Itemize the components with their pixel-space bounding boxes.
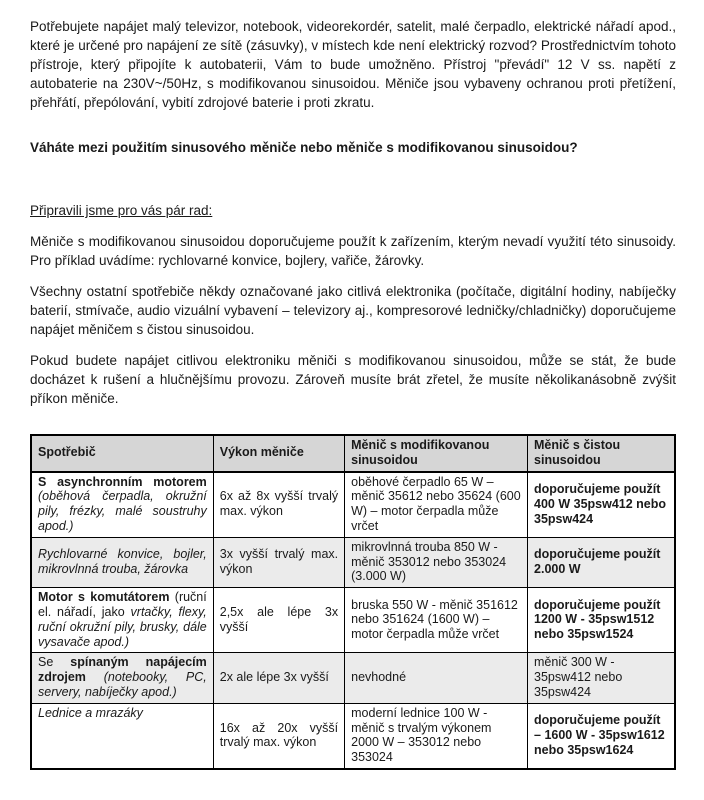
table-row xyxy=(31,588,675,653)
inverter-power-cell: 2,5x ale lépe 3x vyšší xyxy=(213,588,344,653)
appliance-examples: vrtačky, flexy, ruční okružní pily, brusky, dále vysavače apod.) xyxy=(38,604,207,649)
appliance-note: (ruční el. nářadí, jako xyxy=(38,590,207,619)
question-heading: Váháte mezi použitím sinusového měniče nebo měniče s modifikovanou sinusoidou? xyxy=(30,140,578,155)
appliance-cell xyxy=(31,703,213,769)
pure-sine-cell: doporučujeme použít 2.000 W xyxy=(528,537,675,587)
appliance-cell xyxy=(31,588,213,653)
table-header-row xyxy=(31,435,675,472)
modified-sine-cell: mikrovlnná trouba 850 W - měnič 353012 nebo 353024 (3.000 W) xyxy=(345,537,528,587)
appliance-prefix: Se xyxy=(38,655,54,670)
table-row xyxy=(31,703,675,769)
appliance-cell xyxy=(31,653,213,703)
appliance-examples: Rychlovarné konvice, bojler, mikrovlnná trouba, žárovka xyxy=(38,547,207,576)
header-inverter-power: Výkon měniče xyxy=(213,435,344,472)
modified-sine-cell: bruska 550 W - měnič 351612 nebo 351624 (1600 W) – motor čerpadla může vrčet xyxy=(345,588,528,653)
appliance-examples: (oběhová čerpadla, okružní pily, frézky, malé soustruhy apod.) xyxy=(38,489,207,533)
modified-sine-cell: nevhodné xyxy=(345,653,528,703)
header-appliance: Spotřebič xyxy=(31,435,213,472)
appliance-examples: Lednice a mrazáky xyxy=(38,705,143,720)
pure-sine-cell: měnič 300 W - 35psw412 nebo 35psw424 xyxy=(528,653,675,703)
inverter-comparison-table xyxy=(30,434,676,770)
inverter-power-cell: 2x ale lépe 3x vyšší xyxy=(213,653,344,703)
modified-sine-paragraph: Měniče s modifikovanou sinusoidou doporučujeme použít k zařízením, kterým nevadí využití této sinusoidy. Pro příklad uvádíme: rychlovarné konvice, bojlery, vařiče, žárovky. xyxy=(30,234,676,268)
table-row xyxy=(31,537,675,587)
pure-sine-paragraph: Všechny ostatní spotřebiče někdy označované jako citlivá elektronika (počítače, digitální hodiny, nabíječky baterií, stmívače, audio vizuální vybavení – televizory aj., kompresorové ledničky/chladničky) doporučujeme napájet měničem s čistou sinusoidou. xyxy=(30,284,676,337)
appliance-name: spínaným napájecím zdrojem xyxy=(38,655,207,685)
header-modified-sine: Měnič s modifikovanou sinusoidou xyxy=(345,435,528,472)
warning-paragraph: Pokud budete napájet citlivou elektroniku měniči s modifikovanou sinusoidou, může se stát, že bude docházet k rušení a hlučnějšímu provozu. Zároveň musíte brát zřetel, že musíte několikanásobně zvýšit příkon měniče. xyxy=(30,353,676,406)
appliance-cell xyxy=(31,537,213,587)
pure-sine-cell: doporučujeme použít 400 W 35psw412 nebo 35psw424 xyxy=(528,472,675,538)
header-pure-sine: Měnič s čistou sinusoidou xyxy=(528,435,675,472)
inverter-power-cell: 6x až 8x vyšší trvalý max. výkon xyxy=(213,472,344,538)
intro-paragraph: Potřebujete napájet malý televizor, notebook, videorekordér, satelit, malé čerpadlo, elektrické nářadí apod., které je určené pro napájení ze sítě (zásuvky), v místech kde není elektrický rozvod? Prostřednictvím tohoto přístroje, který připojíte k autobaterii, Vám to bude umožněno. Přístroj "převádí" 12 V ss. napětí z autobaterie na 230V~/50Hz, s modifikovanou sinusoidou. Měniče jsou vybaveny ochranou proti přetížení, přehřátí, přepólování, vybití zdrojové baterie i proti zkratu. xyxy=(30,19,676,110)
appliance-cell xyxy=(31,472,213,538)
modified-sine-cell: moderní lednice 100 W - měnič s trvalým výkonem 2000 W – 353012 nebo 353024 xyxy=(345,703,528,769)
appliance-name: Motor s komutátorem xyxy=(38,590,170,605)
inverter-power-cell: 16x až 20x vyšší trvalý max. výkon xyxy=(213,703,344,769)
table-row xyxy=(31,653,675,703)
table-row xyxy=(31,472,675,538)
pure-sine-cell: doporučujeme použít – 1600 W - 35psw1612 nebo 35psw1624 xyxy=(528,703,675,769)
modified-sine-cell: oběhové čerpadlo 65 W – měnič 35612 nebo 35624 (600 W) – motor čerpadla může vrčet xyxy=(345,472,528,538)
inverter-power-cell: 3x vyšší trvalý max. výkon xyxy=(213,537,344,587)
tips-heading: Připravili jsme pro vás pár rad: xyxy=(30,203,213,218)
appliance-name: S asynchronním motorem xyxy=(38,474,207,489)
pure-sine-cell: doporučujeme použít 1200 W - 35psw1512 nebo 35psw1524 xyxy=(528,588,675,653)
appliance-examples: (notebooky, PC, servery, nabíječky apod.) xyxy=(38,670,207,699)
